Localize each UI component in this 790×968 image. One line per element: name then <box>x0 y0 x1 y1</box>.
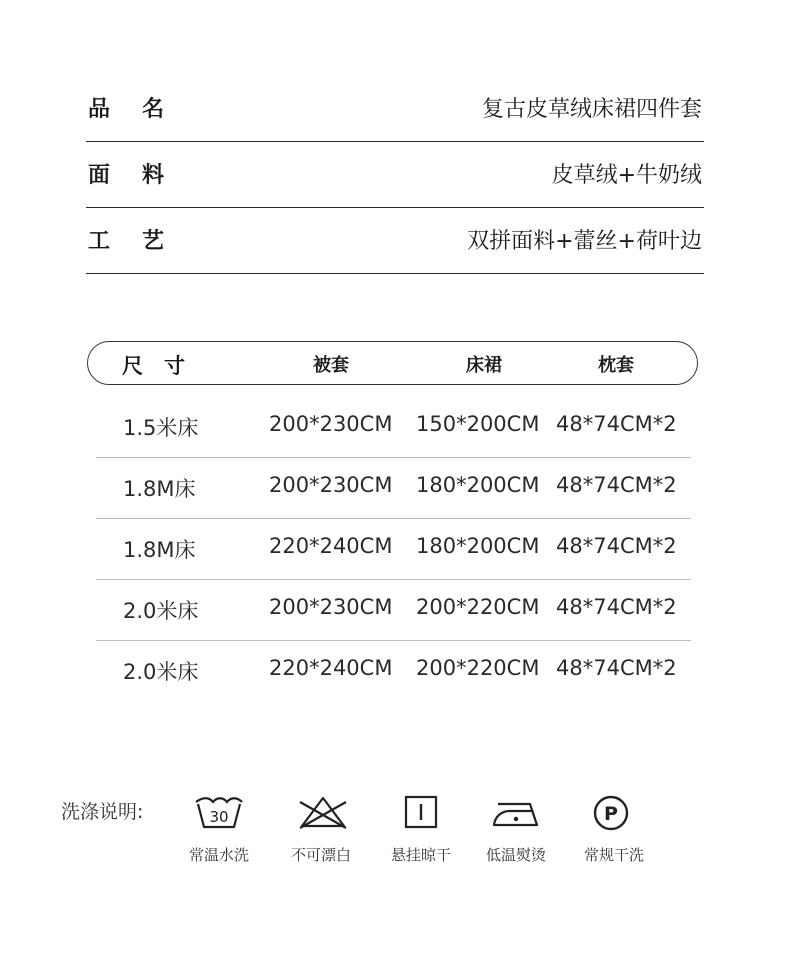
cell-size: 2.0米床 <box>123 599 199 623</box>
dry-clean-p-icon <box>566 794 656 832</box>
cell-duvet: 200*230CM <box>269 412 393 436</box>
cell-bedskirt: 200*220CM <box>416 595 540 619</box>
cell-pillowcase: 48*74CM*2 <box>556 412 677 436</box>
wash-instructions-title: 洗涤说明: <box>61 801 144 823</box>
cell-duvet: 220*240CM <box>269 534 393 558</box>
care-label: 常规干洗 <box>583 846 644 864</box>
cell-size: 1.5米床 <box>123 416 199 440</box>
cell-bedskirt: 200*220CM <box>416 656 540 680</box>
care-label: 不可漂白 <box>290 846 351 864</box>
info-row-craft <box>86 207 704 274</box>
header-pillowcase: 枕套 <box>598 355 634 376</box>
header-bedskirt: 床裙 <box>466 355 502 376</box>
cell-size: 1.8M床 <box>123 477 196 501</box>
cell-duvet: 220*240CM <box>269 656 393 680</box>
header-size: 尺 寸 <box>122 354 185 378</box>
wash-30-icon <box>174 794 264 830</box>
table-row <box>96 580 691 641</box>
cell-size: 2.0米床 <box>123 660 199 684</box>
table-row <box>96 397 691 458</box>
info-label: 品 名 <box>88 97 165 122</box>
cell-pillowcase: 48*74CM*2 <box>556 595 677 619</box>
cell-duvet: 200*230CM <box>269 473 393 497</box>
care-label: 悬挂晾干 <box>390 846 451 864</box>
info-value: 双拼面料+蕾丝+荷叶边 <box>467 229 702 254</box>
cell-bedskirt: 180*200CM <box>416 534 540 558</box>
table-row <box>96 641 691 701</box>
table-row <box>96 519 691 580</box>
hang-dry-icon <box>376 794 466 830</box>
cell-pillowcase: 48*74CM*2 <box>556 656 677 680</box>
cell-pillowcase: 48*74CM*2 <box>556 473 677 497</box>
cell-duvet: 200*230CM <box>269 595 393 619</box>
no-bleach-icon <box>278 794 368 830</box>
low-iron-icon <box>471 794 561 830</box>
info-value: 复古皮草绒床裙四件套 <box>481 97 702 122</box>
cell-bedskirt: 150*200CM <box>416 412 540 436</box>
care-label: 常温水洗 <box>188 846 249 864</box>
info-row-fabric <box>86 141 704 208</box>
table-row <box>96 458 691 519</box>
care-label: 低温熨烫 <box>485 846 546 864</box>
wash-temp-badge: 30 <box>209 808 229 826</box>
cell-size: 1.8M床 <box>123 538 196 562</box>
cell-pillowcase: 48*74CM*2 <box>556 534 677 558</box>
info-label: 工 艺 <box>88 229 165 254</box>
dry-clean-badge: P <box>604 803 618 825</box>
info-label: 面 料 <box>88 163 165 188</box>
info-value: 皮草绒+牛奶绒 <box>551 163 702 188</box>
header-duvet: 被套 <box>313 355 349 376</box>
size-table-header <box>87 341 698 385</box>
cell-bedskirt: 180*200CM <box>416 473 540 497</box>
info-row-name <box>86 75 704 142</box>
